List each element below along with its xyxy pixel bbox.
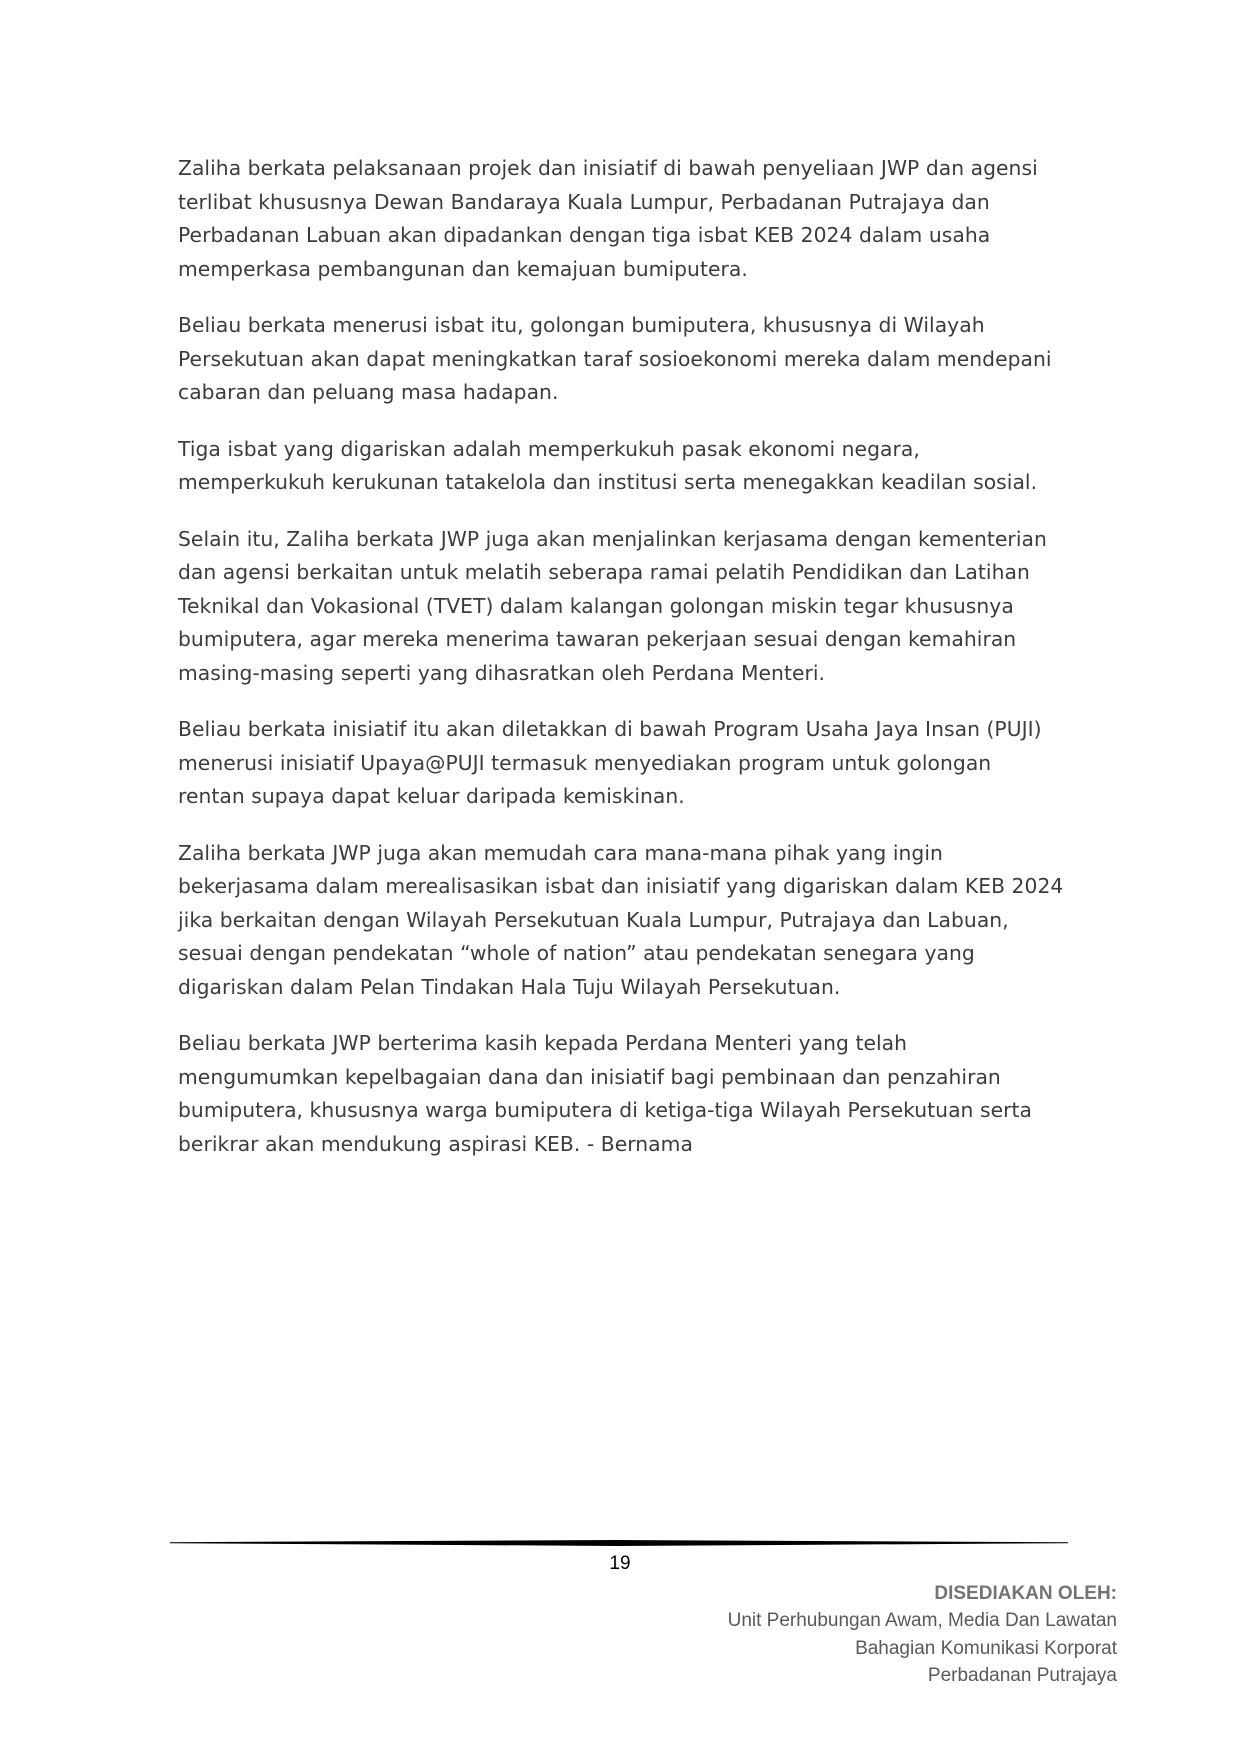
prepared-by-label: DISEDIAKAN OLEH: xyxy=(934,1583,1117,1604)
paragraph-line: Beliau berkata JWP berterima kasih kepada Perdana Menteri yang telah xyxy=(178,1031,908,1055)
prepared-by-block xyxy=(728,1580,1117,1689)
paragraph-line: menerusi inisiatif Upaya@PUJI termasuk menyediakan program untuk golongan xyxy=(178,750,992,775)
paragraph-line: memperkasa pembangunan dan kemajuan bumiputera. xyxy=(178,256,748,281)
credit-unit: Unit Perhubungan Awam, Media Dan Lawatan xyxy=(727,1610,1117,1632)
paragraph-line: rentan supaya dapat keluar daripada kemiskinan. xyxy=(178,784,685,808)
footer-divider-line xyxy=(170,1540,1068,1546)
paragraph-line: cabaran dan peluang masa hadapan. xyxy=(178,380,559,404)
paragraph-line: jika berkaitan dengan Wilayah Persekutuan Kuala Lumpur, Putrajaya dan Labuan, xyxy=(178,907,1009,932)
article-paragraph xyxy=(178,1027,1078,1161)
paragraph-line: bumiputera, khususnya warga bumiputera di ketiga-tiga Wilayah Persekutuan serta xyxy=(178,1098,1032,1122)
article-paragraph xyxy=(178,152,1078,286)
article-paragraph xyxy=(178,433,1078,500)
article-body xyxy=(178,152,1078,1161)
paragraph-line: memperkukuh kerukunan tatakelola dan institusi serta menegakkan keadilan sosial. xyxy=(178,470,1038,494)
paragraph-line: masing-masing seperti yang dihasratkan oleh Perdana Menteri. xyxy=(178,660,826,685)
article-paragraph xyxy=(178,523,1078,691)
paragraph-line: mengumumkan kepelbagaian dana dan inisiatif bagi pembinaan dan penzahiran xyxy=(178,1064,1001,1089)
credit-organization: Perbadanan Putrajaya xyxy=(927,1664,1117,1686)
paragraph-line: Zaliha berkata pelaksanaan projek dan inisiatif di bawah penyeliaan JWP dan agensi xyxy=(178,156,1038,180)
paragraph-line: Persekutuan akan dapat meningkatkan taraf sosioekonomi mereka dalam mendepani xyxy=(178,346,1052,371)
article-paragraph xyxy=(178,837,1078,1005)
paragraph-line: bekerjasama dalam merealisasikan isbat dan inisiatif yang digariskan dalam KEB 2024 xyxy=(178,874,1064,898)
paragraph-line: Beliau berkata menerusi isbat itu, golongan bumiputera, khususnya di Wilayah xyxy=(178,313,985,337)
article-paragraph xyxy=(178,309,1078,410)
paragraph-line: berikrar akan mendukung aspirasi KEB. - Bernama xyxy=(178,1131,693,1156)
article-paragraph xyxy=(178,713,1078,814)
credit-department: Bahagian Komunikasi Korporat xyxy=(855,1637,1117,1659)
paragraph-line: terlibat khususnya Dewan Bandaraya Kuala Lumpur, Perbadanan Putrajaya dan xyxy=(178,189,990,214)
paragraph-line: Selain itu, Zaliha berkata JWP juga akan menjalinkan kerjasama dengan kementerian xyxy=(178,526,1047,551)
paragraph-line: Teknikal dan Vokasional (TVET) dalam kalangan golongan miskin tegar khususnya xyxy=(178,593,1014,618)
page-number: 19 xyxy=(609,1553,631,1574)
paragraph-line: Beliau berkata inisiatif itu akan diletakkan di bawah Program Usaha Jaya Insan (PUJI) xyxy=(178,717,1042,741)
paragraph-line: dan agensi berkaitan untuk melatih seberapa ramai pelatih Pendidikan dan Latihan xyxy=(178,560,1030,584)
paragraph-line: sesuai dengan pendekatan “whole of nation” atau pendekatan senegara yang xyxy=(178,941,975,965)
paragraph-line: Zaliha berkata JWP juga akan memudah cara mana-mana pihak yang ingin xyxy=(178,840,943,865)
footer-divider xyxy=(170,1540,1068,1546)
paragraph-line: Perbadanan Labuan akan dipadankan dengan tiga isbat KEB 2024 dalam usaha xyxy=(178,223,991,247)
paragraph-line: bumiputera, agar mereka menerima tawaran pekerjaan sesuai dengan kemahiran xyxy=(178,627,1017,651)
paragraph-line: Tiga isbat yang digariskan adalah memperkukuh pasak ekonomi negara, xyxy=(178,436,920,461)
paragraph-line: digariskan dalam Pelan Tindakan Hala Tuju Wilayah Persekutuan. xyxy=(178,974,841,999)
